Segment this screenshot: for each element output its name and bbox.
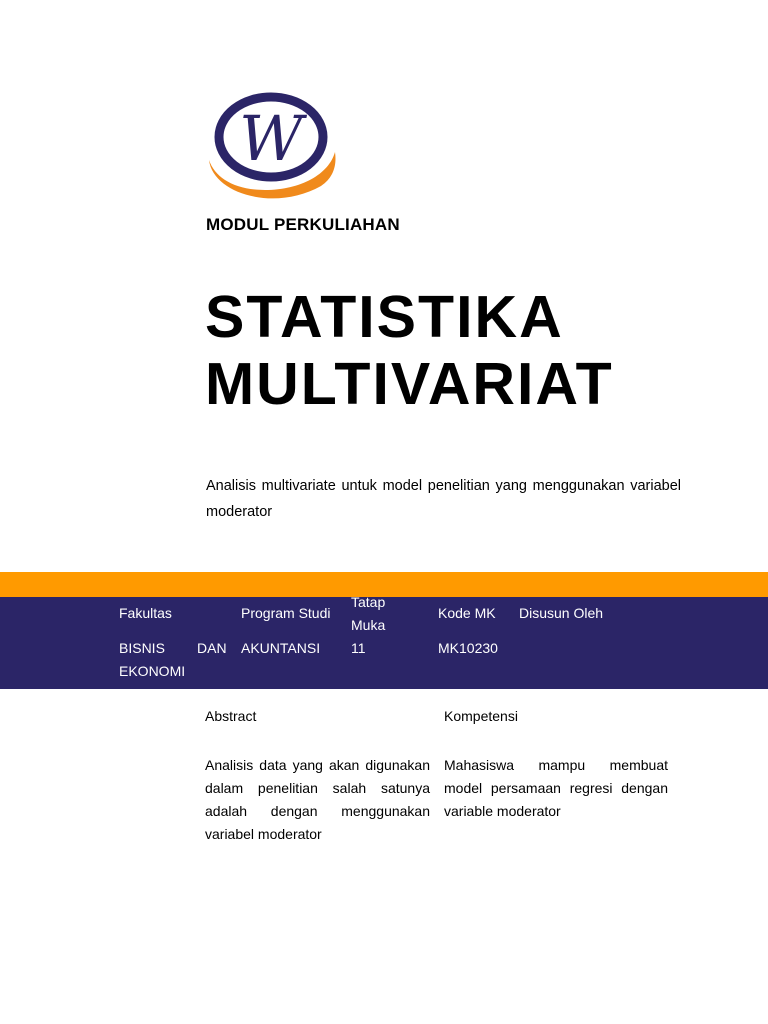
kompetensi-text: Mahasiswa mampu membuat model persamaan regresi dengan variable moderator bbox=[444, 757, 668, 819]
logo-letter: W bbox=[239, 102, 303, 175]
course-title-line-1: STATISTIKA bbox=[205, 284, 564, 350]
header-program-studi: Program Studi bbox=[241, 605, 331, 621]
header-tatap-muka-line-2: Muka bbox=[351, 617, 386, 633]
header-kode-mk: Kode MK bbox=[438, 605, 496, 621]
value-fakultas-word-1: BISNIS bbox=[119, 640, 165, 656]
value-fakultas-word-2: DAN bbox=[197, 640, 227, 656]
course-info-table bbox=[0, 594, 768, 689]
kompetensi-heading: Kompetensi bbox=[444, 708, 518, 724]
header-disusun-oleh: Disusun Oleh bbox=[519, 605, 604, 621]
course-subtitle: Analisis multivariate untuk model penelitian yang menggunakan variabel moderator bbox=[206, 478, 681, 520]
header-tatap-muka-line-1: Tatap bbox=[351, 594, 386, 610]
value-fakultas-word-3: EKONOMI bbox=[119, 663, 186, 679]
value-tatap-muka: 11 bbox=[351, 640, 366, 656]
value-program-studi: AKUNTANSI bbox=[241, 640, 321, 656]
abstract-heading: Abstract bbox=[205, 708, 257, 724]
header-fakultas: Fakultas bbox=[119, 605, 172, 621]
module-label: MODUL PERKULIAHAN bbox=[206, 215, 400, 234]
university-w-logo-icon bbox=[205, 90, 337, 206]
course-title-line-2: MULTIVARIAT bbox=[205, 351, 614, 417]
abstract-text: Analisis data yang akan digunakan dalam penelitian salah satunya adalah dengan menggunakan variabel moderator bbox=[205, 757, 430, 842]
value-kode-mk: MK10230 bbox=[438, 640, 498, 656]
